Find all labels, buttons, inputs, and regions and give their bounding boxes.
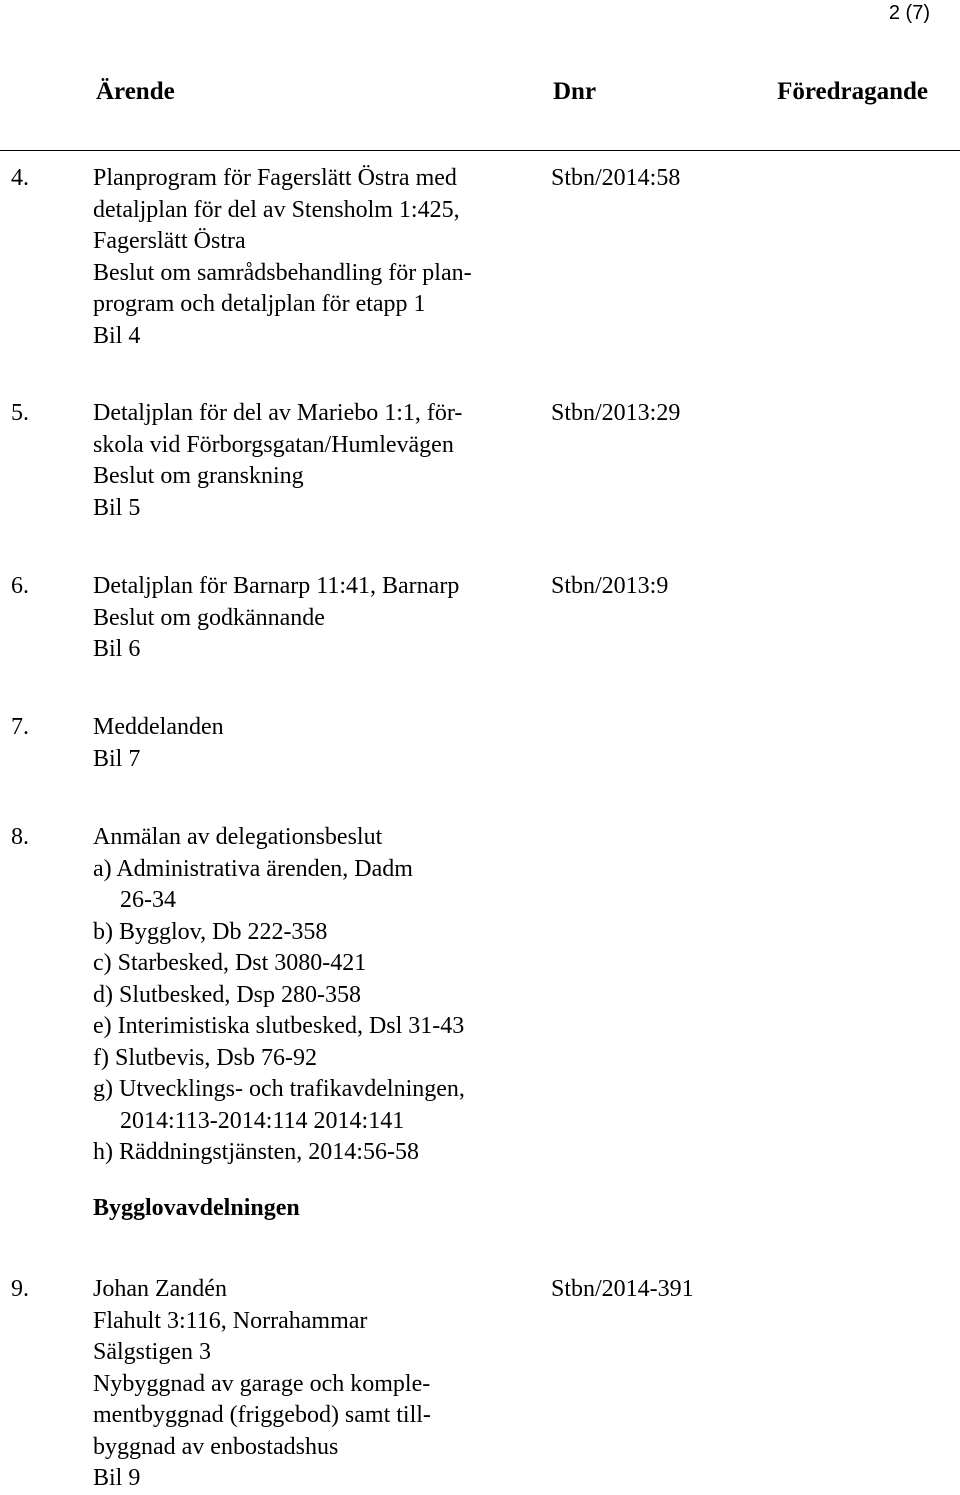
- column-header-dnr: Dnr: [553, 78, 597, 105]
- item-line: Beslut om granskning: [93, 463, 304, 489]
- item-line: Detaljplan för del av Mariebo 1:1, för-: [93, 400, 463, 426]
- item-line: Planprogram för Fagerslätt Östra med: [93, 165, 457, 191]
- item-line: Nybyggnad av garage och komple-: [93, 1370, 431, 1397]
- item-number: 6.: [11, 573, 29, 599]
- item-line: 2014:113-2014:114 2014:141: [120, 1107, 405, 1134]
- item-line: Meddelanden: [93, 714, 224, 740]
- item-line: d) Slutbesked, Dsp 280-358: [93, 981, 361, 1008]
- item-line: Beslut om samrådsbehandling för plan-: [93, 259, 472, 286]
- attachment-ref: Bil 4: [93, 322, 141, 349]
- attachment-ref: Bil 7: [93, 745, 141, 772]
- item-line: a) Administrativa ärenden, Dadm: [93, 855, 413, 882]
- item-number: 7.: [11, 714, 29, 740]
- item-number: 4.: [11, 165, 29, 191]
- item-number: 8.: [11, 824, 29, 850]
- item-line: detaljplan för del av Stensholm 1:425,: [93, 196, 460, 223]
- column-header-foredragande: Föredragande: [777, 78, 928, 105]
- item-line: Sälgstigen 3: [93, 1339, 211, 1365]
- item-line: skola vid Förborgsgatan/Humlevägen: [93, 431, 454, 458]
- item-line: g) Utvecklings- och trafikavdelningen,: [93, 1076, 465, 1102]
- item-number: 5.: [11, 400, 29, 426]
- item-line: c) Starbesked, Dst 3080-421: [93, 950, 367, 976]
- item-dnr: Stbn/2014:58: [551, 165, 681, 191]
- item-line: Beslut om godkännande: [93, 604, 325, 631]
- item-line: 26-34: [120, 887, 176, 913]
- column-header-arende: Ärende: [96, 78, 175, 105]
- item-number: 9.: [11, 1276, 29, 1302]
- header-divider: [0, 150, 960, 151]
- item-description: [93, 712, 543, 775]
- attachment-ref: Bil 6: [93, 636, 141, 662]
- item-line: mentbyggnad (friggebod) samt till-: [93, 1402, 431, 1428]
- item-dnr: Stbn/2014-391: [551, 1276, 694, 1302]
- item-dnr: Stbn/2013:9: [551, 573, 669, 599]
- page-number: 2 (7): [888, 2, 930, 24]
- item-line: Flahult 3:116, Norrahammar: [93, 1307, 368, 1334]
- item-line: Detaljplan för Barnarp 11:41, Barnarp: [93, 573, 460, 599]
- item-description: [93, 1274, 543, 1495]
- attachment-ref: Bil 5: [93, 494, 141, 521]
- item-line: Anmälan av delegationsbeslut: [93, 824, 383, 850]
- item-line: e) Interimistiska slutbesked, Dsl 31-43: [93, 1013, 465, 1039]
- item-line: b) Bygglov, Db 222-358: [93, 918, 328, 945]
- item-line: byggnad av enbostadshus: [93, 1433, 339, 1460]
- item-line: Johan Zandén: [93, 1276, 227, 1302]
- item-description: [93, 571, 543, 666]
- item-description: [93, 163, 543, 352]
- item-dnr: Stbn/2013:29: [551, 400, 681, 426]
- item-line: f) Slutbevis, Dsb 76-92: [93, 1044, 317, 1071]
- attachment-ref: Bil 9: [93, 1465, 141, 1491]
- item-line: h) Räddningstjänsten, 2014:56-58: [93, 1139, 419, 1165]
- section-heading: Bygglovavdelningen: [93, 1195, 300, 1221]
- item-description: [93, 398, 543, 524]
- item-line: Fagerslätt Östra: [93, 228, 246, 254]
- item-line: program och detaljplan för etapp 1: [93, 291, 426, 317]
- item-description: [93, 822, 543, 1169]
